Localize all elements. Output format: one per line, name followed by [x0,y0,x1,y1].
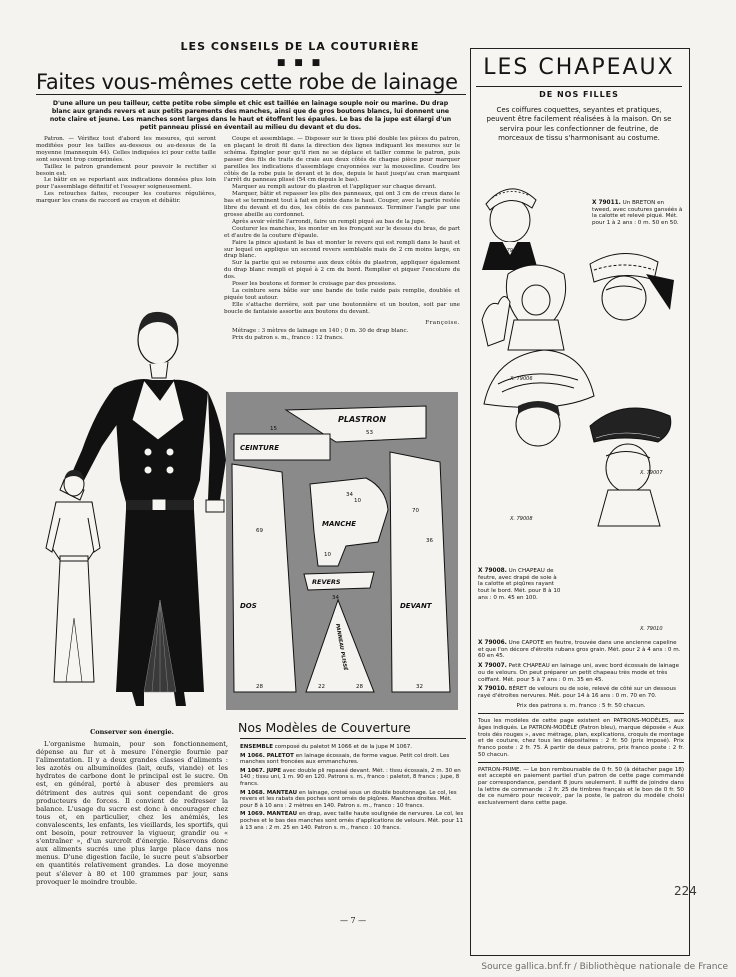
coats-rule [240,738,466,739]
coats-title: Nos Modèles de Couverture [238,720,411,735]
energy-body [36,740,228,886]
title-rule [36,94,466,95]
sidebar-subtitle: DE NOS FILLES [539,90,619,99]
dimension: 34 [346,492,353,498]
coats-list [240,744,464,833]
dimension: 10 [324,552,331,558]
dimension: 69 [256,528,263,534]
label-manche: MANCHE [322,520,357,528]
entry-text: en lainage, croisé sous un double boutonnage. Le col, les revers et les rabats des poches sont ornés de piqûres. Manches droites. Mét. pour 8 à 10 ans : 2 mètres en 140. Patron s. m., franco : 10 francs. [240,789,457,809]
article-column-2 [224,136,460,342]
page-number: 224 [674,884,697,898]
price-line: Prix du patron s. m., franco : 12 francs. [232,335,344,342]
label-devant: DEVANT [400,602,432,610]
hat-ref: X 79008. [478,568,507,574]
figure-label: X. 79007 [640,470,663,476]
hats-illustration [474,170,684,570]
hat-ref: X 79011. [592,200,621,206]
hat-figure-79011 [482,189,538,270]
sidebar-intro: Ces coiffures coquettes, seyantes et pratiques, peuvent être facilement réalisées à la maison. On se servira pour les confectionner de feutrine, de morceaux de tissu s'harmonisant au costume. [486,106,672,143]
label-dos: DOS [240,602,257,610]
paragraph: L'organisme humain, pour son fonctionnement, dépense au fur et à mesure l'énergie fournie par l'alimentation. Il y a deux grandes classes d'aliments : les azotés ou albuminoïdes (lait, œufs, viande) et les hydrates de carbone dont le principal est le sucre. On est, en général, porté à abuser des premiers au détriment des autres qui sont cependant de gros producteurs de forces. Il convient de redresser la balance. L'usage du sucre est donc à encourager chez tous et, en particulier, chez les anémiés, les convalescents, les enfants, les vieillards, les sportifs, qui ont besoin, pour retrouver la vigueur, grandir ou « s'entraîner », d'un surcroît d'énergie. Réservons donc aux aliments sucrés une plus large place dans nos menus. D'une digestion facile, le sucre peut s'absorber en quantités relativement grandes. La dose moyenne peut s'élever à 80 et 100 grammes par jour, sans provoquer le moindre trouble. [36,740,228,886]
hat-ref: X 79006. [478,640,507,646]
dimension: 53 [366,430,373,436]
entry-ref: ENSEMBLE [240,744,274,750]
hat-caption [478,663,684,683]
entry-ref: M 1066. PALETOT [240,752,294,759]
paragraph: Les retouches faites, recouper les coutures régulières, marquer les crans de raccord au crayon et débâtir. [36,191,216,205]
rubric-ornament: ■ ■ ■ [276,58,324,68]
section-rubric: LES CONSEILS DE LA COUTURIÈRE [180,40,420,53]
paragraph: Poser les boutons et former le croisage par des pressions. [232,281,397,288]
paragraph: Coupe et assemblage. — Disposer sur le tissu plié double les pièces du patron, en plaçant le droit fil dans la direction des lignes indiquant les mesures sur le schéma. Épingler pour qu'il rien ne se déplace et tailler comme le patron, puis passer des fils de traits de craie aux deux côtés de chaque pièce pour marquer pareilles les indications d'assemblage crayonnées sur la mousseline. Coudre les côtés de la robe puis le devant et le dos, depuis le haut jusqu'au cran marquant l'arrêt du panneau plissé (54 cm depuis le bas). [224,136,460,184]
price-note: Prix des patrons s. m. franco : 5 fr. 50 chacun. [516,702,646,709]
hat-ref: X 79007. [478,663,507,670]
hat-caption [592,200,684,227]
paragraph: Marquer, bâtir et repasser les plis des panneaux, qui ont 3 cm de creux dans le bas et se terminent tout à fait en pointe dans le haut. Couper, avec la partie restée libre du devant et du dos, les côtés de ces panneaux. Terminer l'angle par une grosse abeille au cordonnet. [224,191,460,218]
article-lede: D'une allure un peu tailleur, cette petite robe simple et chic est taillée en lainage souple noir ou marine. Du drap blanc aux grands revers et aux petits parements des manches, ainsi que de gros boutons blancs, lui donnent une note claire et jeune. Les manches sont larges dans le haut et étoffent les épaules. Le bas de la jupe est élargi d'un petit panneau plissé en éventail au milieu du devant et du dos. [49,100,452,131]
source-credit: Source gallica.bnf.fr / Bibliothèque nationale de France [481,962,728,972]
sidebar-title-rule [476,86,682,87]
label-ceinture: CEINTURE [240,444,280,452]
hat-figure-79008 [484,350,594,446]
sidebar-rule [478,762,684,763]
coat-entry [240,768,464,788]
hat-figure-79006 [482,265,566,350]
hat-text: Un CHAPEAU de feutre, avec drapé de soie à la calotte et piqûres rayant tout le bord. Mét. pour 8 à 10 ans : 0 m. 45 en 100. [478,568,561,601]
paragraph: Marquer au rempli autour du plastron et l'appliquer sur chaque devant. [232,184,437,191]
dimension: 28 [356,684,363,690]
label-revers: REVERS [312,578,341,586]
article-signature: Françoise. [425,319,460,326]
hat-caption [478,640,684,660]
paragraph: Sur la partie qui se retourne aux deux côtés du plastron, appliquer également du drap blanc rempli et piqué à 2 cm du bord. Remplier et piquer l'encolure du dos. [224,260,460,281]
article-column-1 [36,136,216,205]
figure-label: X. 79011 [500,248,523,254]
entry-ref: M 1068. MANTEAU [240,789,298,796]
entry-ref: M 1067. JUPE [240,767,282,774]
article-title: Faites vous-mêmes cette robe de lainage [36,70,458,94]
dress-back-view [36,468,108,698]
dimension: 22 [318,684,325,690]
hat-text: Un BRETON en tweed, avec coutures ganséés à la calotte et relevé piqué. Mét. pour 1 à 2 ans : 0 m. 50 en 50. [592,200,683,227]
dimension: 34 [332,595,339,601]
paragraph: Elle s'attache derrière, soit par une boutonnière et un bouton, soit par une boucle de fantaisie assortie aux boutons du devant. [224,301,460,315]
hat-ref: X 79010. [478,686,507,693]
energy-title: Conserver son énergie. [90,728,174,736]
dimension: 36 [426,538,433,544]
entry-text: en lainage écossais, de forme vague. Petit col droit. Les manches sont froncées aux emmanchures. [240,752,450,766]
dimension: 15 [270,426,277,432]
coat-entry [240,744,464,751]
piece-devant [390,452,450,692]
hat-caption [478,568,562,602]
figure-label: X. 79006 [510,376,533,382]
hat-text: Petit CHAPEAU en lainage uni, avec bord écossais de lainage ou de velours. On peut préparer un petit chapeau très mode et très coiffant. Mét. pour 5 à 7 ans : 0 m. 35 en 45. [478,663,680,683]
entry-text: composé du paletot M 1066 et de la jupe M 1067. [274,744,412,750]
hat-captions-lower [478,640,684,807]
paragraph: Taillez le patron grandement pour pouvoir le rectifier si besoin est. [36,163,216,177]
patron-prime: PATRON-PRIME. — Le bon remboursable de 0 fr. 50 (à détacher page 18) est accepté en paiement partiel d'un patron de cette page commandé par correspondance, pendant 8 jours seulement. Il suffit de joindre dans la lettre de commande : 2 fr. 25 de timbres français et le bon de 0 fr. 50 de ce numéro pour recevoir, par la poste, le patron du modèle choisi exclusivement dans cette page. [478,766,684,807]
paragraph: La ceinture sera bâtie sur une bande de toile raide pais remplie, doublée et piquée tout autour. [224,287,460,301]
paragraph: Le bâtir en se reportant aux indications données plus loin pour l'assemblage définitif et l'essayer soigneusement. [36,177,216,191]
sidebar-rule [478,713,684,714]
entry-text: avec double pli repassé devant. Mét. : tissu écossais, 2 m. 30 en 140 ; tissu uni, 1 m. 90 en 120. Patrons s. m., franco : paletot, 8 francs ; jupe, 8 francs. [240,767,461,787]
dimension: 10 [354,498,361,504]
coat-entry [240,811,464,831]
paragraph: Patron. — Vérifiez tout d'abord les mesures, qui seront modifiées pour les tailles au-dessous ou au-dessus de la moyenne (mannequin 44). Celles indiquées ici pour cette taille sont souvent trop comprimées. [36,136,216,163]
dimension: 28 [256,684,263,690]
coat-entry [240,790,464,810]
hat-figure-79007 [590,253,674,320]
sidebar-title: LES CHAPEAUX [483,55,675,80]
entry-text: en drap, avec taille haute soulignée de nervures. Le col, les poches et le bas des manches sont ornés d'applications de velours. Mét. pour 11 à 13 ans : 2 m. 25 en 140. Patron s. m., franco : 10 francs. [240,811,464,831]
label-plastron: PLASTRON [338,415,387,424]
paragraph: Après avoir vérifié l'arrondi, faire un rempli piqué au bas de la jupe. [232,218,426,225]
figure-label: X. 79010 [640,626,663,632]
label-panneau: PANNEAU PLISSÉ [334,623,349,672]
metrage-line: Métrage : 3 mètres de lainage en 140 ; 0 m. 30 de drap blanc. [232,328,409,335]
paragraph: Couturer les manches, les monter en les fronçant sur le dessus du bras, de part et d'autre de la couture d'épaule. [224,225,460,239]
hat-text: BÉRET de velours ou de soie, relevé de côté sur un dessous rayé d'étroites nervures. Mét. pour 14 à 16 ans : 0 m. 70 en 70. [478,686,677,699]
pattern-diagram [226,392,458,710]
dimension: 32 [416,684,423,690]
hat-figure-79010 [590,408,671,526]
coat-entry [240,753,464,766]
entry-ref: M 1069. MANTEAU [240,811,298,818]
paragraph: Faire la pince ajustant le bas et monter le revers qui est rempli dans le haut et sur lequel on applique un second revers semblable mais de 2 cm moins large, en drap blanc. [224,239,460,260]
hat-text: Une CAPOTE en feutre, trouvée dans une ancienne capeline et que l'on décore d'étroits rubans gros grain. Mét. pour 2 à 4 ans : 0 m. 60 en 45. [478,640,681,660]
figure-label: X. 79008 [510,516,533,522]
patterns-info: Tous les modèles de cette page existent en PATRONS-MODÈLES, aux âges indiqués. Le PATRON-MODÈLE (Patron bleu), marque déposée « Aux trois dés rouges », avec métrage, plan, explications, croquis de montage et de couture, chez tous les dépositaires : 2 fr. 50 (prix imposé). Prix franco poste : 2 fr. 75. À partir de deux patrons, prix franco poste : 2 fr. 50 chacun. [478,718,684,758]
dimension: 70 [412,508,419,514]
page-folio: — 7 — [340,916,367,925]
hat-caption [478,686,684,699]
